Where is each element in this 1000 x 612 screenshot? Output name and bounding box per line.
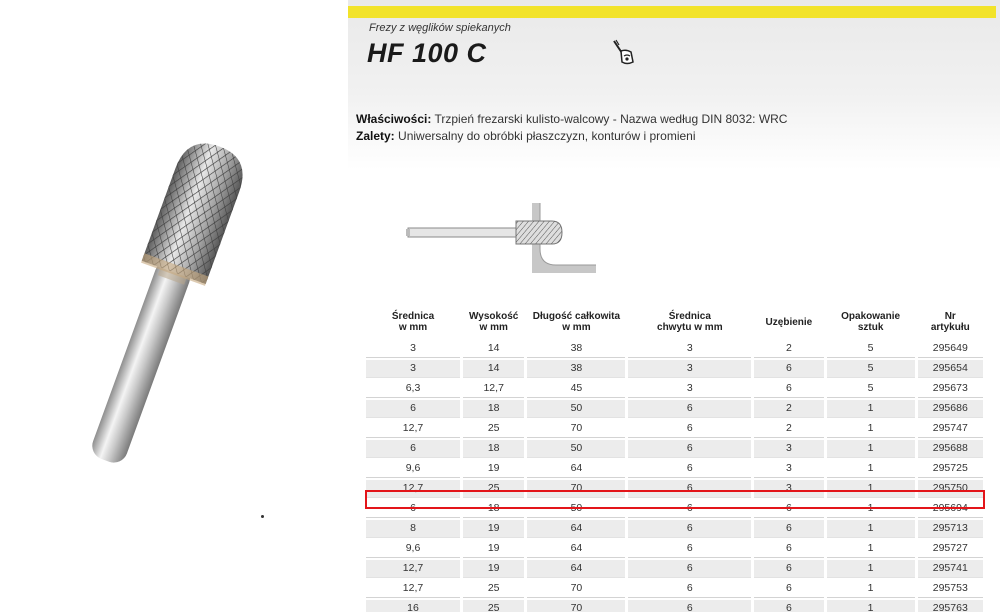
table-cell: 6 bbox=[628, 540, 751, 558]
table-cell: 6 bbox=[366, 440, 460, 458]
table-cell: 1 bbox=[827, 600, 915, 612]
table-cell: 6 bbox=[366, 500, 460, 518]
table-cell: 6 bbox=[754, 580, 824, 598]
stray-dot bbox=[261, 515, 264, 518]
table-header-cell bbox=[918, 306, 983, 338]
table-cell: 295741 bbox=[918, 560, 983, 578]
table-cell: 3 bbox=[366, 360, 460, 378]
table-cell: 1 bbox=[827, 540, 915, 558]
table-cell: 295747 bbox=[918, 420, 983, 438]
table-cell: 14 bbox=[463, 340, 524, 358]
spec-table bbox=[363, 304, 986, 612]
table-cell: 19 bbox=[463, 540, 524, 558]
table-cell: 12,7 bbox=[366, 580, 460, 598]
table-cell: 25 bbox=[463, 420, 524, 438]
header-line: w mm bbox=[562, 322, 591, 333]
table-cell: 38 bbox=[527, 360, 625, 378]
product-subtitle: Frezy z węglików spiekanych bbox=[369, 22, 511, 34]
table-cell: 18 bbox=[463, 500, 524, 518]
table-cell: 2 bbox=[754, 420, 824, 438]
table-cell: 1 bbox=[827, 500, 915, 518]
table-cell: 18 bbox=[463, 400, 524, 418]
product-photo bbox=[40, 130, 280, 490]
properties-label: Właściwości: bbox=[356, 112, 432, 126]
table-cell: 6 bbox=[628, 580, 751, 598]
table-cell: 295686 bbox=[918, 400, 983, 418]
table-row bbox=[366, 460, 983, 478]
table-cell: 3 bbox=[754, 460, 824, 478]
table-cell: 6 bbox=[628, 440, 751, 458]
table-cell: 70 bbox=[527, 580, 625, 598]
table-cell: 5 bbox=[827, 360, 915, 378]
table-cell: 6 bbox=[754, 360, 824, 378]
table-cell: 295654 bbox=[918, 360, 983, 378]
table-cell: 2 bbox=[754, 400, 824, 418]
properties-line bbox=[356, 112, 787, 126]
table-cell: 6 bbox=[754, 540, 824, 558]
properties-text: Trzpień frezarski kulisto-walcowy - Nazwa według DIN 8032: WRC bbox=[434, 112, 788, 126]
advantages-text: Uniwersalny do obróbki płaszczyzn, konturów i promieni bbox=[398, 129, 696, 143]
table-cell: 64 bbox=[527, 540, 625, 558]
table-header-cell bbox=[754, 306, 824, 338]
advantages-line bbox=[356, 129, 696, 143]
table-row bbox=[366, 600, 983, 612]
table-cell: 1 bbox=[827, 440, 915, 458]
table-row bbox=[366, 360, 983, 378]
table-cell: 6 bbox=[628, 460, 751, 478]
table-cell: 6 bbox=[628, 560, 751, 578]
header-line: Uzębienie bbox=[765, 316, 813, 328]
table-header-cell bbox=[366, 306, 460, 338]
table-cell: 1 bbox=[827, 460, 915, 478]
table-cell: 1 bbox=[827, 420, 915, 438]
table-header-cell bbox=[827, 306, 915, 338]
drill-tool-icon bbox=[610, 37, 640, 67]
table-row bbox=[366, 380, 983, 398]
cutting-profile-drawing bbox=[404, 195, 604, 273]
table-cell: 38 bbox=[527, 340, 625, 358]
table-cell: 70 bbox=[527, 600, 625, 612]
table-cell: 50 bbox=[527, 440, 625, 458]
table-cell: 12,7 bbox=[366, 420, 460, 438]
table-cell: 295688 bbox=[918, 440, 983, 458]
table-cell: 25 bbox=[463, 580, 524, 598]
table-cell: 19 bbox=[463, 460, 524, 478]
table-cell: 14 bbox=[463, 360, 524, 378]
header-line: Nr bbox=[944, 311, 956, 322]
table-cell: 12,7 bbox=[366, 560, 460, 578]
table-cell: 6 bbox=[754, 500, 824, 518]
table-cell: 1 bbox=[827, 580, 915, 598]
table-cell: 295750 bbox=[918, 480, 983, 498]
table-header-row bbox=[366, 306, 983, 338]
header-line: sztuk bbox=[857, 322, 884, 333]
table-cell: 6 bbox=[628, 480, 751, 498]
product-title: HF 100 C bbox=[367, 38, 487, 68]
table-cell: 25 bbox=[463, 600, 524, 612]
table-cell: 6 bbox=[628, 420, 751, 438]
table-cell: 2 bbox=[754, 340, 824, 358]
catalog-sheet bbox=[348, 0, 1000, 612]
table-row bbox=[366, 580, 983, 598]
table-header-cell bbox=[463, 306, 524, 338]
table-cell: 6 bbox=[754, 520, 824, 538]
table-header-cell bbox=[628, 306, 751, 338]
table-cell: 8 bbox=[366, 520, 460, 538]
table-cell: 6 bbox=[628, 600, 751, 612]
table-cell: 3 bbox=[754, 480, 824, 498]
table-cell: 295753 bbox=[918, 580, 983, 598]
table-cell: 18 bbox=[463, 440, 524, 458]
table-cell: 50 bbox=[527, 400, 625, 418]
header-line: Średnica bbox=[668, 311, 711, 322]
table-cell: 6 bbox=[754, 380, 824, 398]
advantages-label: Zalety: bbox=[356, 129, 395, 143]
highlighted-row-marker bbox=[365, 490, 985, 509]
table-cell: 6 bbox=[754, 600, 824, 612]
table-body bbox=[366, 340, 983, 612]
table-cell: 5 bbox=[827, 340, 915, 358]
table-cell: 295727 bbox=[918, 540, 983, 558]
table-cell: 6 bbox=[366, 400, 460, 418]
header-line: chwytu w mm bbox=[657, 322, 723, 333]
table-cell: 6 bbox=[754, 560, 824, 578]
table-cell: 295673 bbox=[918, 380, 983, 398]
table-cell: 295763 bbox=[918, 600, 983, 612]
table-cell: 64 bbox=[527, 460, 625, 478]
table-cell: 70 bbox=[527, 420, 625, 438]
table-cell: 19 bbox=[463, 520, 524, 538]
table-row bbox=[366, 420, 983, 438]
table-cell: 5 bbox=[827, 380, 915, 398]
table-row bbox=[366, 400, 983, 418]
table-cell: 1 bbox=[827, 520, 915, 538]
table-cell: 6 bbox=[628, 520, 751, 538]
header-line: Długość całkowita bbox=[532, 311, 621, 322]
table-cell: 295713 bbox=[918, 520, 983, 538]
table-row bbox=[366, 520, 983, 538]
table-cell: 1 bbox=[827, 400, 915, 418]
table-cell: 1 bbox=[827, 560, 915, 578]
table-cell: 45 bbox=[527, 380, 625, 398]
header-line: Średnica bbox=[391, 311, 435, 322]
table-cell: 19 bbox=[463, 560, 524, 578]
table-cell: 70 bbox=[527, 480, 625, 498]
table-row bbox=[366, 560, 983, 578]
accent-bar bbox=[348, 6, 996, 18]
table-row bbox=[366, 540, 983, 558]
table-cell: 50 bbox=[527, 500, 625, 518]
table-cell: 64 bbox=[527, 560, 625, 578]
table-cell: 9,6 bbox=[366, 460, 460, 478]
table-cell: 3 bbox=[628, 380, 751, 398]
table-cell: 3 bbox=[628, 360, 751, 378]
header-line: artykułu bbox=[930, 322, 970, 333]
table-cell: 3 bbox=[366, 340, 460, 358]
table-row bbox=[366, 440, 983, 458]
header-line: w mm bbox=[479, 322, 508, 333]
table-cell: 295694 bbox=[918, 500, 983, 518]
table-cell: 6,3 bbox=[366, 380, 460, 398]
table-cell: 3 bbox=[754, 440, 824, 458]
table-cell: 16 bbox=[366, 600, 460, 612]
header-line: Opakowanie bbox=[841, 311, 901, 322]
table-cell: 1 bbox=[827, 480, 915, 498]
table-cell: 25 bbox=[463, 480, 524, 498]
table-row bbox=[366, 340, 983, 358]
table-cell: 3 bbox=[628, 340, 751, 358]
table-cell: 64 bbox=[527, 520, 625, 538]
table-cell: 295649 bbox=[918, 340, 983, 358]
table-cell: 6 bbox=[628, 500, 751, 518]
table-cell: 295725 bbox=[918, 460, 983, 478]
table-cell: 12,7 bbox=[463, 380, 524, 398]
table-cell: 6 bbox=[628, 400, 751, 418]
table-cell: 12,7 bbox=[366, 480, 460, 498]
table-header-cell bbox=[527, 306, 625, 338]
table-cell: 9,6 bbox=[366, 540, 460, 558]
header-line: Wysokość bbox=[469, 311, 519, 322]
header-line: w mm bbox=[398, 322, 428, 333]
